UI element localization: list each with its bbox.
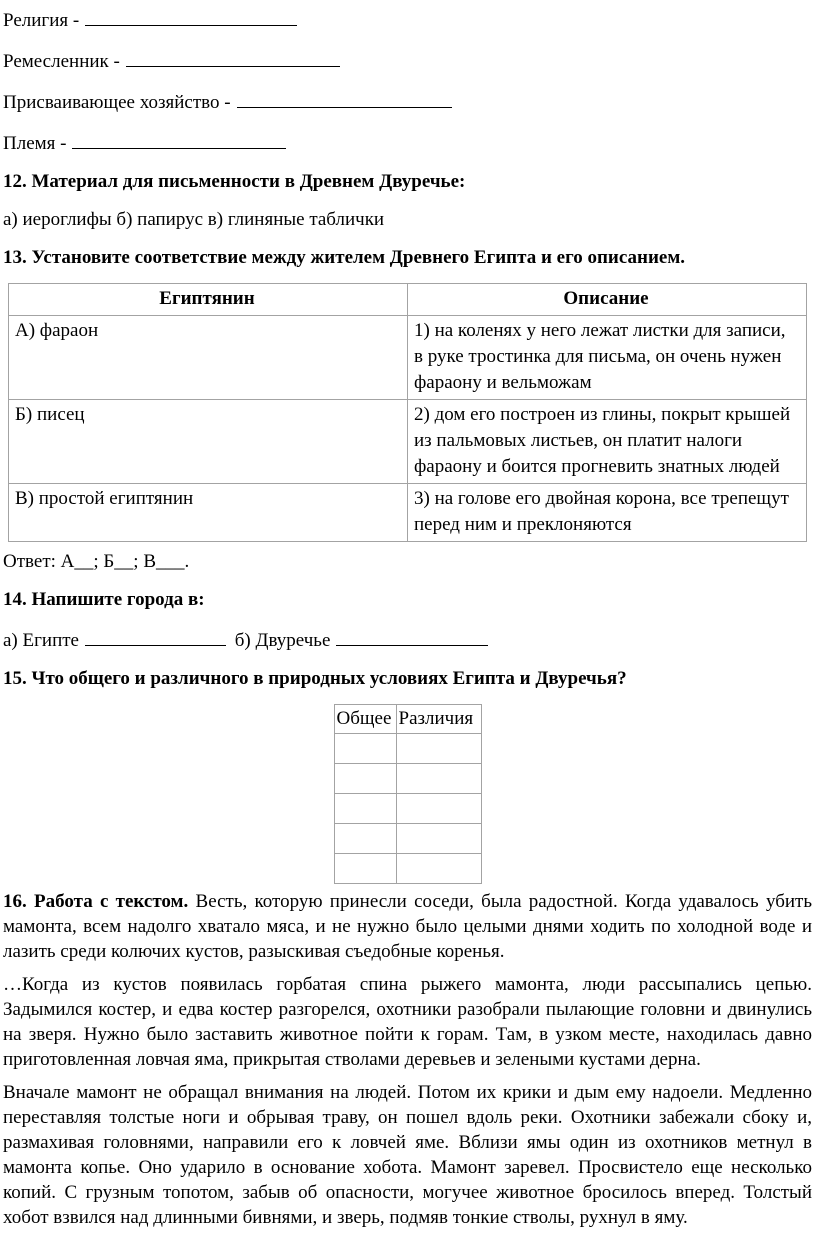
table-row: [9, 399, 807, 483]
blank-line: [72, 128, 286, 149]
fill-in-line-appropriating-economy: [3, 87, 812, 116]
match-cell-left: Б) писец: [9, 399, 408, 483]
table-row: [9, 315, 807, 399]
match-cell-left: В) простой египтянин: [9, 483, 408, 541]
empty-cell: [396, 733, 481, 763]
table-row: [9, 483, 807, 541]
match-cell-right: 2) дом его построен из глины, покрыт крышей из пальмовых листьев, он платит налоги фараону и боится прогневить знатных людей: [408, 399, 807, 483]
empty-cell: [334, 823, 396, 853]
question-12-heading: 12. Материал для письменности в Древнем Двуречье:: [3, 170, 466, 192]
blank-line: [237, 87, 452, 108]
fill-in-label: Присваивающее хозяйство -: [3, 91, 231, 113]
fill-in-label: Ремесленник -: [3, 50, 120, 72]
match-cell-right: 1) на коленях у него лежат листки для записи, в руке тростинка для письма, он очень нужен фараону и вельможам: [408, 315, 807, 399]
question-16-lead-text: Весть, которую принесли соседи, была радостной. Когда удавалось убить мамонта, всем надолго хватало мяса, и не нужно было целыми днями ходить по холодной воде и лазить среди колючих кустов, разыскивая съедобные коренья.: [3, 890, 812, 962]
blank-line: [85, 625, 226, 646]
compare-table-header-differences: Различия: [396, 704, 481, 733]
blank-line: [85, 5, 297, 26]
blank-line: [126, 46, 340, 67]
question-13-heading: 13. Установите соответствие между жителем Древнего Египта и его описанием.: [3, 246, 686, 268]
match-cell-right: 3) на голове его двойная корона, все трепещут перед ним и преклоняются: [408, 483, 807, 541]
question-16-paragraph: Вначале мамонт не обращал внимания на людей. Потом их крики и дым ему надоели. Медленно переставляя толстые ноги и обрывая траву, он пошел вдоль реки. Охотники забежали сбоку и, размахивая головнями, направили его к ловчей яме. Вблизи ямы один из охотников метнул в мамонта копье. Оно ударило в основание хобота. Мамонт заревел. Просвистело еще несколько копий. С грузным топотом, забыв об опасности, могучее животное бросилось вперед. Толстый хобот взвился над длинными бивнями, и зверь, подмяв тонкие стволы, рухнул в яму.: [3, 1081, 812, 1228]
compare-table-header-row: [334, 704, 481, 733]
empty-cell: [334, 763, 396, 793]
question-15-heading: 15. Что общего и различного в природных условиях Египта и Двуречья?: [3, 667, 627, 689]
empty-cell: [334, 793, 396, 823]
empty-cell: [396, 853, 481, 883]
empty-cell: [396, 823, 481, 853]
match-table-header-egyptian: Египтянин: [9, 283, 408, 315]
question-14-heading: 14. Напишите города в:: [3, 588, 205, 610]
compare-table-header-common: Общее: [334, 704, 396, 733]
match-table-header-row: [9, 283, 807, 315]
table-row: [334, 733, 481, 763]
question-16-heading: 16. Работа с текстом.: [3, 890, 189, 912]
fill-in-label: Религия -: [3, 9, 80, 31]
fill-in-line-religion: [3, 5, 812, 34]
q14-part-a-label: а) Египте: [3, 629, 79, 651]
match-table-header-description: Описание: [408, 283, 807, 315]
question-16-paragraph: …Когда из кустов появилась горбатая спина рыжего мамонта, люди рассыпались цепью. Задымился костер, и едва костер разгорелся, охотники разобрали пылающие головни и двинулись на зверя. Нужно было заставить животное пойти к горам. Там, в узком месте, находилась давно приготовленная ловчая яма, прикрытая стволами деревьев и зелеными кустами дерна.: [3, 973, 812, 1070]
match-cell-left: А) фараон: [9, 315, 408, 399]
empty-cell: [334, 733, 396, 763]
answer-line: Ответ: А__; Б__; В___.: [3, 550, 190, 572]
blank-line: [336, 625, 488, 646]
question-16-paragraph-lead: [3, 889, 812, 964]
table-row: [334, 793, 481, 823]
empty-cell: [396, 793, 481, 823]
match-table: [8, 283, 807, 542]
table-row: [334, 763, 481, 793]
empty-cell: [396, 763, 481, 793]
table-row: [334, 823, 481, 853]
question-12-options: а) иероглифы б) папирус в) глиняные таблички: [3, 208, 385, 230]
fill-in-line-craftsman: [3, 46, 812, 75]
fill-in-line-tribe: [3, 128, 812, 157]
question-14-answers-line: [3, 625, 812, 654]
empty-cell: [334, 853, 396, 883]
table-row: [334, 853, 481, 883]
fill-in-label: Племя -: [3, 132, 67, 154]
compare-table: [334, 704, 482, 884]
q14-part-b-label: б) Двуречье: [234, 629, 331, 651]
